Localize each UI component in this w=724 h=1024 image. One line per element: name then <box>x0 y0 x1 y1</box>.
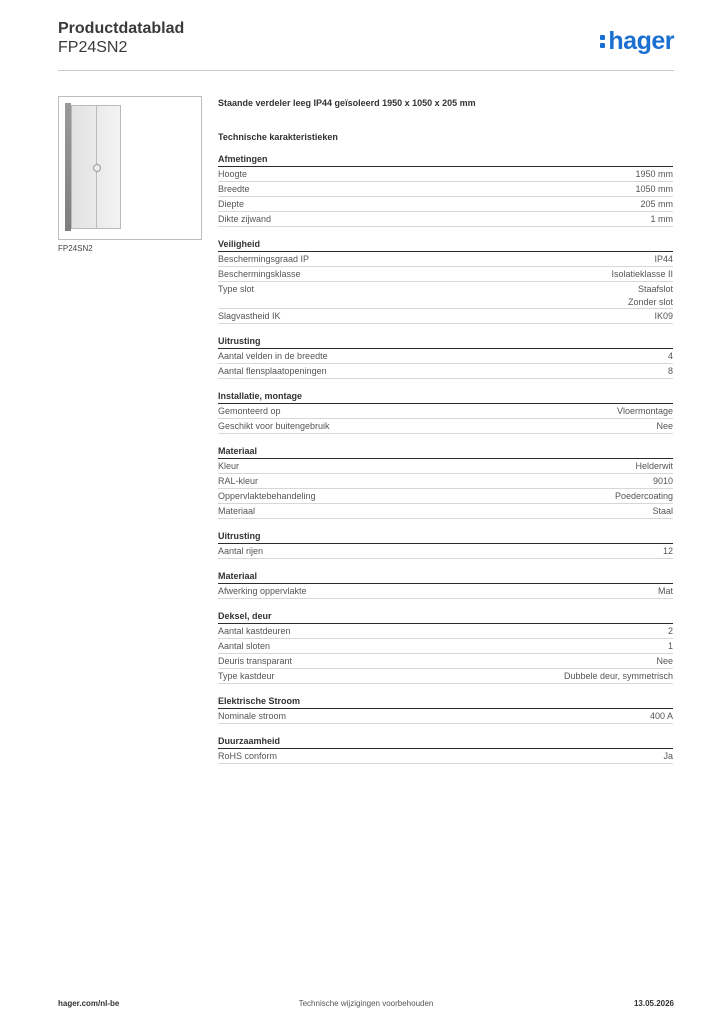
spec-label: Slagvastheid IK <box>218 311 281 321</box>
spec-value <box>650 709 673 723</box>
footer-note: Technische wijzigingen voorbehouden <box>298 999 434 1008</box>
spec-value-line: 400 A <box>649 711 673 721</box>
spec-row <box>218 459 673 474</box>
spec-row <box>218 504 673 519</box>
spec-label: Breedte <box>218 184 250 194</box>
spec-value <box>656 654 673 668</box>
spec-row <box>218 182 673 197</box>
spec-value-line: 2 <box>667 626 673 636</box>
spec-label: Aantal rijen <box>218 546 264 556</box>
spec-label: Dikte zijwand <box>218 214 272 224</box>
spec-row <box>218 624 673 639</box>
footer-date: 13.05.2026 <box>633 999 674 1008</box>
spec-value-line: Poedercoating <box>614 491 673 501</box>
product-description: Staande verdeler leeg IP44 geïsoleerd 1950 x 1050 x 205 mm <box>218 98 476 108</box>
spec-row <box>218 349 673 364</box>
spec-row <box>218 197 673 212</box>
spec-value-line: IP44 <box>654 254 673 264</box>
spec-row <box>218 749 673 764</box>
spec-value <box>668 364 673 378</box>
spec-value <box>658 584 673 598</box>
spec-value <box>668 349 673 363</box>
spec-row <box>218 309 673 324</box>
spec-value <box>635 182 673 196</box>
spec-row <box>218 364 673 379</box>
spec-label: Deuris transparant <box>218 656 293 666</box>
spec-value <box>654 309 673 323</box>
spec-value-line: Staal <box>652 506 673 516</box>
page-title: Productdatablad <box>58 20 185 37</box>
spec-value-line: Ja <box>663 751 673 761</box>
section-title: Afmetingen <box>218 152 673 167</box>
section-title: Materiaal <box>218 444 673 459</box>
product-code: FP24SN2 <box>58 39 128 56</box>
spec-value-line: 1 <box>667 641 673 651</box>
spec-value-line: Vloermontage <box>616 406 673 416</box>
spec-value-line: Staafslot <box>637 284 673 294</box>
spec-value-line: 4 <box>667 351 673 361</box>
spec-value-line: 1950 mm <box>635 169 673 179</box>
logo-colon-icon <box>600 32 606 50</box>
spec-row <box>218 252 673 267</box>
spec-value <box>656 419 673 433</box>
spec-section <box>218 569 673 599</box>
section-title: Uitrusting <box>218 334 673 349</box>
section-title: Veiligheid <box>218 237 673 252</box>
section-title: Uitrusting <box>218 529 673 544</box>
spec-value <box>668 624 673 638</box>
page-header <box>58 20 674 71</box>
spec-value-line: Nee <box>656 656 673 666</box>
spec-value-line: 1 mm <box>650 214 673 224</box>
spec-row <box>218 489 673 504</box>
spec-section <box>218 237 673 324</box>
spec-value <box>615 489 673 503</box>
section-title: Deksel, deur <box>218 609 673 624</box>
spec-value-line: Helderwit <box>635 461 673 471</box>
technical-heading: Technische karakteristieken <box>218 132 338 142</box>
spec-label: Geschikt voor buitengebruik <box>218 421 330 431</box>
spec-value-line: 8 <box>667 366 673 376</box>
spec-label: Hoogte <box>218 169 248 179</box>
logo-text: hager <box>608 26 674 55</box>
spec-value <box>635 167 673 181</box>
spec-value-line: Nee <box>656 421 673 431</box>
section-title: Elektrische Stroom <box>218 694 673 709</box>
spec-row <box>218 584 673 599</box>
spec-row <box>218 669 673 684</box>
spec-label: Gemonteerd op <box>218 406 281 416</box>
spec-row <box>218 544 673 559</box>
section-title: Duurzaamheid <box>218 734 673 749</box>
spec-label: Oppervlaktebehandeling <box>218 491 316 501</box>
spec-value <box>611 267 673 281</box>
spec-value-line: 205 mm <box>640 199 673 209</box>
spec-section <box>218 389 673 434</box>
spec-value <box>628 282 673 308</box>
spec-row <box>218 639 673 654</box>
spec-section <box>218 334 673 379</box>
hager-logo <box>600 26 674 56</box>
spec-value-line: IK09 <box>654 311 673 321</box>
spec-value <box>651 212 674 226</box>
spec-section <box>218 152 673 227</box>
spec-row <box>218 404 673 419</box>
spec-value-line: Isolatieklasse II <box>611 269 673 279</box>
spec-row <box>218 212 673 227</box>
spec-row <box>218 282 673 309</box>
spec-label: Nominale stroom <box>218 711 287 721</box>
spec-label: Beschermingsklasse <box>218 269 301 279</box>
spec-value-line: 12 <box>662 546 673 556</box>
spec-label: Aantal kastdeuren <box>218 626 291 636</box>
spec-value <box>640 197 673 211</box>
spec-label: Aantal velden in de breedte <box>218 351 328 361</box>
section-title: Installatie, montage <box>218 389 673 404</box>
spec-label: Diepte <box>218 199 245 209</box>
spec-row <box>218 419 673 434</box>
spec-row <box>218 167 673 182</box>
spec-value <box>564 669 673 683</box>
spec-label: Aantal flensplaatopeningen <box>218 366 327 376</box>
spec-label: Afwerking oppervlakte <box>218 586 307 596</box>
product-details <box>218 95 673 764</box>
spec-section <box>218 734 673 764</box>
spec-section <box>218 444 673 519</box>
spec-section <box>218 529 673 559</box>
spec-label: Kleur <box>218 461 240 471</box>
spec-value <box>617 404 673 418</box>
spec-row <box>218 709 673 724</box>
product-image <box>58 96 202 240</box>
spec-value <box>668 639 673 653</box>
spec-value <box>635 459 673 473</box>
spec-label: Materiaal <box>218 506 256 516</box>
spec-value <box>653 474 673 488</box>
spec-row <box>218 267 673 282</box>
spec-row <box>218 474 673 489</box>
spec-label: Type slot <box>218 284 255 294</box>
spec-section <box>218 609 673 684</box>
spec-value-line: Dubbele deur, symmetrisch <box>563 671 673 681</box>
spec-label: Type kastdeur <box>218 671 275 681</box>
section-title: Materiaal <box>218 569 673 584</box>
spec-label: Aantal sloten <box>218 641 271 651</box>
spec-value <box>654 252 673 266</box>
spec-value-line: 1050 mm <box>635 184 673 194</box>
spec-value <box>663 544 673 558</box>
specification-sections <box>218 152 673 764</box>
spec-label: RAL-kleur <box>218 476 259 486</box>
spec-label: RoHS conform <box>218 751 278 761</box>
spec-value-line: 9010 <box>652 476 673 486</box>
spec-value-line: Mat <box>657 586 673 596</box>
spec-row <box>218 654 673 669</box>
spec-value <box>652 504 673 518</box>
spec-label: Beschermingsgraad IP <box>218 254 310 264</box>
product-image-caption: FP24SN2 <box>58 244 93 253</box>
spec-value-line: Zonder slot <box>627 297 673 307</box>
cabinet-illustration-icon <box>65 103 121 231</box>
spec-section <box>218 694 673 724</box>
footer-url: hager.com/nl-be <box>58 999 120 1008</box>
spec-value <box>663 749 673 763</box>
